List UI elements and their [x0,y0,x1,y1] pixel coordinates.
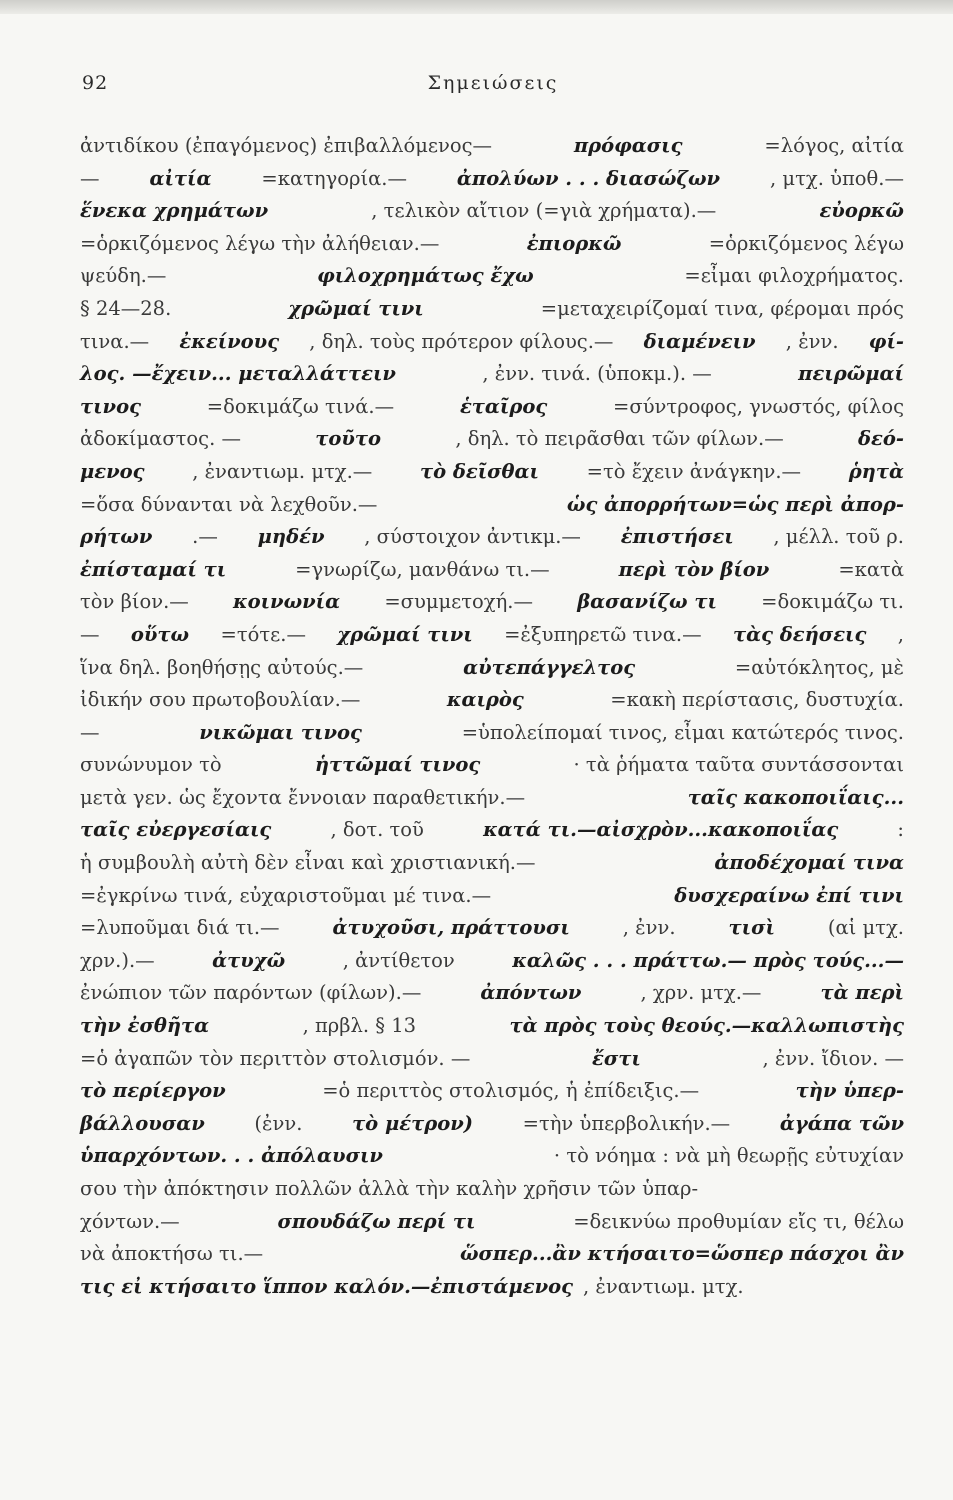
text-line [80,586,904,619]
running-title: Σημειώσεις [427,72,559,94]
lemma-text: τὰ πρὸς τοὺς θεούς.—καλλωπιστὴς [509,1014,904,1038]
lemma-text: περὶ τὸν βίον [618,557,770,581]
gloss-text: , ἐνν. τινά. (ὑποκμ.). — [482,362,712,386]
lemma-text: ἀπολύων . . . διασώζων [456,166,721,190]
lemma-text: βασανίζω τι [577,590,717,614]
lemma-text: ἀποδέχομαί τινα [714,851,904,875]
gloss-text: § 24—28. [80,296,172,320]
gloss-text: — [80,622,100,646]
lemma-text: αὐτεπάγγελτος [463,655,636,679]
gloss-text: · τὸ νόημα : νὰ μὴ θεωρῇς εὐτυχίαν [553,1144,904,1168]
text-line [80,293,904,326]
text-line [80,163,904,196]
gloss-text: .— [192,525,218,549]
text-line [80,945,904,978]
gloss-text: =ὑπολείπομαί τινος, εἶμαι κατώτερός τινος. [461,720,904,744]
gloss-text: νὰ ἀποκτήσω τι.— [80,1242,264,1266]
gloss-text: ἐνώπιον τῶν παρόντων (φίλων).— [80,981,422,1005]
text-line [80,391,904,424]
text-line [80,326,904,359]
lemma-text: τὴν ἐσθῆτα [80,1014,210,1038]
lemma-text: ῥητὰ [848,459,904,483]
gloss-text: =μεταχειρίζομαί τινα, φέρομαι πρός [540,296,904,320]
gloss-text: , [897,622,904,646]
gloss-text: =τὴν ὑπερβολικήν.— [522,1111,731,1135]
lemma-text: πρόφασις [573,134,683,157]
gloss-text: , ἀντίθετον [342,948,455,972]
lemma-text: χρῶμαί τινι [288,296,424,320]
gloss-text: σου τὴν ἀπόκτησιν πολλῶν ἀλλὰ τὴν καλὴν χρῆσιν τῶν ὑπαρ- [80,1177,699,1200]
gloss-text: =δοκιμάζω τινά.— [206,394,395,418]
gloss-text: =αὐτόκλητος, μὲ [734,655,904,679]
lemma-text: καιρὸς [446,688,524,712]
gloss-text: ψεύδη.— [80,264,167,288]
lemma-text: ἡττῶμαί τινος [314,753,481,777]
text-line [80,423,904,456]
lemma-text: οὕτω [130,622,190,646]
text-line [80,1043,904,1076]
text-line [80,1140,904,1173]
gloss-text: , ἐνν. [622,916,676,940]
lemma-text: ὡς ἀπορρήτων=ὡς περὶ ἀπορ- [566,492,904,516]
lemma-text: τὴν ὑπερ- [795,1079,904,1103]
gloss-text: =κατὰ [838,557,904,581]
lemma-text: τοῦτο [315,427,382,451]
lemma-text: δυσχεραίνω ἐπί τινι [674,883,904,907]
gloss-text: =ὁρκιζόμενος λέγω τὴν ἀλήθειαν.— [80,231,440,255]
gloss-text: =ὁρκιζόμενος λέγω [708,231,904,255]
gloss-text: , μτχ. ὑποθ.— [770,166,904,190]
text-line [80,1108,904,1141]
lemma-text: φί- [868,329,904,353]
gloss-text: =λόγος, αἰτία [764,134,904,157]
gloss-text: : [897,818,904,842]
text-line [80,358,904,391]
gloss-text: =συμμετοχή.— [384,590,533,614]
gloss-text: τινα.— [80,329,150,353]
gloss-text: , ἐναντιωμ. μτχ. [582,1274,744,1298]
lemma-text: τινος [80,394,141,418]
lemma-text: μενος [80,459,145,483]
lemma-text: τὸ δεῖσθαι [419,459,539,483]
text-line [80,847,904,880]
lemma-text: λος. —ἔχειν... μεταλλάττειν [80,362,396,386]
gloss-text: — [80,166,100,190]
gloss-text: , τελικὸν αἴτιον (=γιὰ χρήματα).— [371,199,717,223]
text-line [80,1206,904,1239]
lemma-text: ταῖς κακοποιΐαις... [687,785,904,809]
gloss-text: =ὁ ἀγαπῶν τὸν περιττὸν στολισμόν. — [80,1046,471,1070]
lemma-text: ἐπίσταμαί τι [80,557,227,581]
text-line [80,782,904,815]
gloss-text: , ἐνν. ἴδιον. — [762,1046,904,1070]
lemma-text: εὐορκῶ [819,199,904,223]
text-line [80,652,904,685]
text-line [80,228,904,261]
text-line [80,554,904,587]
lemma-text: ὥσπερ...ἂν κτήσαιτο=ὥσπερ πάσχοι ἂν [459,1242,904,1266]
lemma-text: ὑπαρχόντων. . . ἀπόλαυσιν [80,1144,383,1168]
gloss-text: , δηλ. τὸ πειρᾶσθαι τῶν φίλων.— [455,427,784,451]
scan-top-edge [0,0,953,14]
gloss-text: =ὅσα δύνανται νὰ λεχθοῦν.— [80,492,378,516]
lemma-text: ἀτυχοῦσι, πράττουσι [332,916,570,940]
gloss-text: , πρβλ. § 13 [302,1014,417,1038]
text-line [80,977,904,1010]
text-line [80,456,904,489]
text-line [80,619,904,652]
lemma-text: τὸ μέτρον) [352,1111,473,1135]
text-line [80,717,904,750]
lemma-text: δεό- [858,427,904,451]
text-line [80,912,904,945]
lemma-text: ἐκείνους [179,329,280,353]
gloss-text: =σύντροφος, γνωστός, φίλος [613,394,904,418]
gloss-text: =τότε.— [220,622,306,646]
lemma-text: ἐπιστήσει [620,525,734,549]
page-header [82,72,904,106]
text-line [80,130,904,163]
text-line [80,195,904,228]
gloss-text: · τὰ ῥήματα ταῦτα συντάσσονται [573,753,904,777]
gloss-text: — [80,720,100,744]
lemma-text: ἀπόντων [480,981,582,1005]
lemma-text: κοινωνία [232,590,341,614]
lemma-text: μηδέν [257,525,325,549]
gloss-text: =κατηγορία.— [261,166,407,190]
text-line [80,489,904,522]
gloss-text: =εἶμαι φιλοχρήματος. [684,264,904,288]
gloss-text: χρν.).— [80,948,155,972]
lemma-text: ἀγάπα τῶν [779,1111,904,1135]
lemma-text: τὸ περίεργον [80,1079,226,1103]
gloss-text: =δοκιμάζω τι. [761,590,904,614]
gloss-text: =ὁ περιττὸς στολισμός, ἡ ἐπίδειξις.— [322,1079,700,1103]
gloss-text: χόντων.— [80,1209,180,1233]
lemma-text: ἑταῖρος [459,394,548,418]
lemma-text: φιλοχρημάτως ἔχω [317,264,534,288]
gloss-text: =δεικνύω προθυμίαν εἴς τι, θέλω [573,1209,904,1233]
gloss-text: , χρν. μτχ.— [640,981,762,1005]
text-line [80,684,904,717]
gloss-text: (αἱ μτχ. [827,916,904,940]
lemma-text: βάλλουσαν [80,1111,205,1135]
lemma-text: νικῶμαι τινος [199,720,362,744]
gloss-text: ἀντιδίκου (ἐπαγόμενος) ἐπιβαλλόμενος— [80,134,492,157]
gloss-text: =γνωρίζω, μανθάνω τι.— [295,557,550,581]
gloss-text: ἰδικήν σου πρωτοβουλίαν.— [80,688,361,712]
lemma-text: ρήτων [80,525,153,549]
text-line [80,814,904,847]
text-line [80,1271,904,1304]
gloss-text: , δοτ. τοῦ [330,818,424,842]
gloss-text: =τὸ ἔχειν ἀνάγκην.— [586,459,802,483]
gloss-text: =ἐγκρίνω τινά, εὐχαριστοῦμαι μέ τινα.— [80,883,492,907]
lemma-text: τὰ περὶ [820,981,904,1005]
lemma-text: καλῶς . . . πράττω.— πρὸς τούς...— [512,948,904,972]
text-line [80,521,904,554]
lemma-text: ἐπιορκῶ [526,231,622,255]
lemma-text: ἀτυχῶ [212,948,286,972]
lemma-text: διαμένειν [643,329,756,353]
lemma-text: πειρῶμαί [798,362,904,386]
gloss-text: , ἐναντιωμ. μτχ.— [192,459,373,483]
gloss-text: =ἐξυπηρετῶ τινα.— [504,622,702,646]
gloss-text: =λυποῦμαι διά τι.— [80,916,280,940]
gloss-text: , μέλλ. τοῦ ρ. [773,525,904,549]
gloss-text: , ἐνν. [785,329,839,353]
gloss-text: ἀδοκίμαστος. — [80,427,241,451]
gloss-text: , σύστοιχον ἀντικμ.— [364,525,581,549]
lemma-text: τὰς δεήσεις [732,622,867,646]
gloss-text: =κακὴ περίστασις, δυστυχία. [610,688,904,712]
lemma-text: χρῶμαί τινι [337,622,473,646]
gloss-text: ἡ συμβουλὴ αὐτὴ δὲν εἶναι καὶ χριστιανική.— [80,851,536,875]
text-line [80,880,904,913]
gloss-text: ἵνα δηλ. βοηθήσῃς αὐτούς.— [80,655,364,679]
gloss-text: τὸν βίον.— [80,590,189,614]
lemma-text: σπουδάζω περί τι [277,1209,476,1233]
lemma-text: ταῖς εὐεργεσίαις [80,818,272,842]
text-line [80,1173,904,1206]
notes-text-block [80,130,904,1303]
lemma-text: αἰτία [149,166,212,190]
lemma-text: τισὶ [728,916,775,940]
lemma-text: τις εἰ κτήσαιτο ἵππον καλόν.—ἐπιστάμενος [80,1274,573,1298]
text-line [80,1075,904,1108]
gloss-text: μετὰ γεν. ὡς ἔχοντα ἔννοιαν παραθετικήν.— [80,785,526,809]
text-line [80,749,904,782]
text-line [80,260,904,293]
page-number: 92 [82,72,109,94]
lemma-text: ἔστι [592,1046,641,1070]
lemma-text: κατά τι.—αἰσχρὸν...κακοποιΐας [483,818,839,842]
gloss-text: , δηλ. τοὺς πρότερον φίλους.— [309,329,614,353]
gloss-text: συνώνυμον τὸ [80,753,222,777]
gloss-text: (ἐνν. [254,1111,303,1135]
text-line [80,1238,904,1271]
lemma-text: ἕνεκα χρημάτων [80,199,269,223]
text-line [80,1010,904,1043]
